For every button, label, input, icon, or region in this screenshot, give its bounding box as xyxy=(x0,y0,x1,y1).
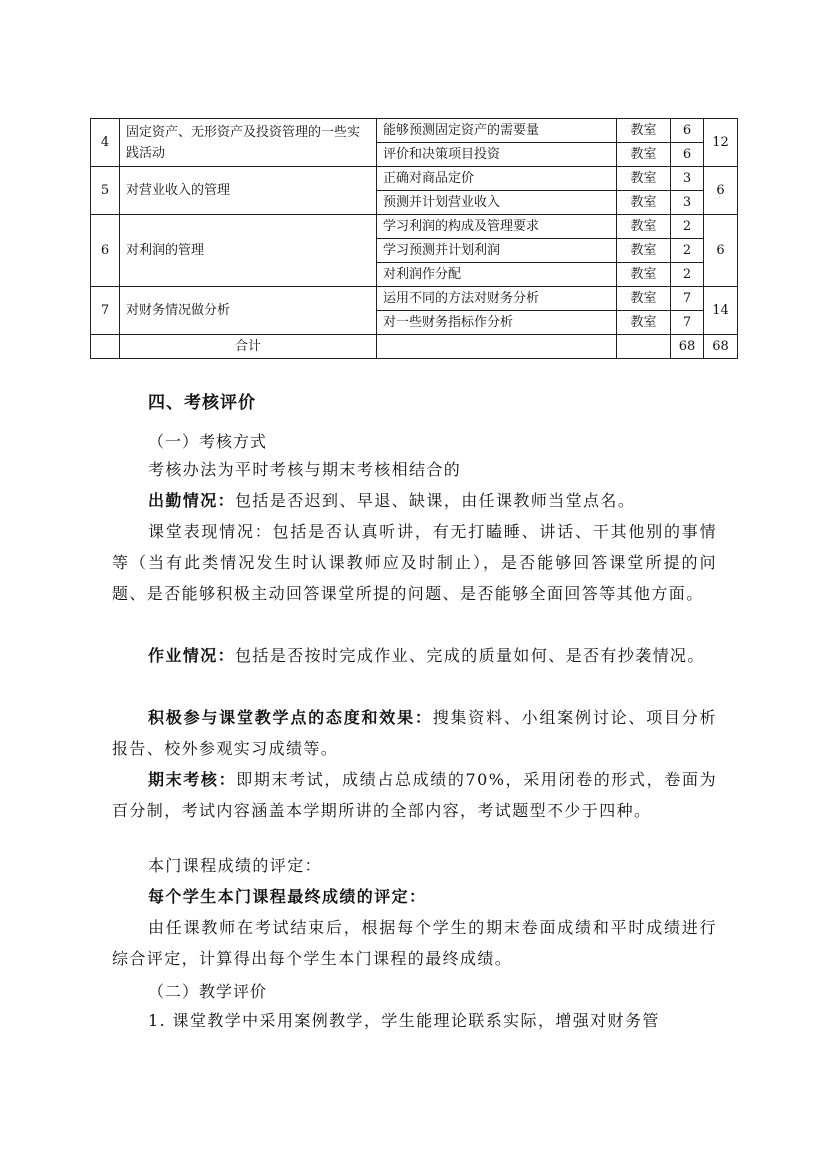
paragraph-homework xyxy=(112,640,717,671)
task-place: 教室 xyxy=(617,119,671,143)
homework-label: 作业情况： xyxy=(148,646,236,665)
table-row xyxy=(91,287,738,311)
course-schedule-table xyxy=(90,118,738,359)
group-total-hours: 6 xyxy=(704,167,738,215)
project-name: 对营业收入的管理 xyxy=(120,167,377,215)
subsection-title-teaching: （二）教学评价 xyxy=(148,982,268,1001)
task-hours: 3 xyxy=(671,191,704,215)
grade-intro-text: 本门课程成绩的评定： xyxy=(148,856,323,875)
task-hours: 6 xyxy=(671,119,704,143)
task-place: 教室 xyxy=(617,215,671,239)
group-total-hours: 12 xyxy=(704,119,738,167)
task-place: 教室 xyxy=(617,263,671,287)
task-content: 学习预测并计划利润 xyxy=(377,239,617,263)
task-hours: 2 xyxy=(671,239,704,263)
task-content: 学习利润的构成及管理要求 xyxy=(377,215,617,239)
sum-label: 合计 xyxy=(120,335,377,359)
task-hours: 2 xyxy=(671,263,704,287)
attendance-text: 包括是否迟到、早退、缺课，由任课教师当堂点名。 xyxy=(235,491,636,510)
task-place: 教室 xyxy=(617,167,671,191)
empty-cell xyxy=(91,335,120,359)
sum-total: 68 xyxy=(704,335,738,359)
table-row xyxy=(91,167,738,191)
task-content: 预测并计划营业收入 xyxy=(377,191,617,215)
task-hours: 2 xyxy=(671,215,704,239)
project-name: 对利润的管理 xyxy=(120,215,377,287)
task-place: 教室 xyxy=(617,239,671,263)
row-number: 4 xyxy=(91,119,120,167)
task-hours: 7 xyxy=(671,311,704,335)
intro-text: 考核办法为平时考核与期末考核相结合的 xyxy=(148,460,462,479)
row-number: 7 xyxy=(91,287,120,335)
task-content: 对一些财务指标作分析 xyxy=(377,311,617,335)
task-hours: 6 xyxy=(671,143,704,167)
paragraph-classroom xyxy=(112,516,717,609)
project-name: 固定资产、无形资产及投资管理的一些实践活动 xyxy=(120,119,377,167)
group-total-hours: 6 xyxy=(704,215,738,287)
subsection-title-assessment: （一）考核方式 xyxy=(148,432,268,451)
task-place: 教室 xyxy=(617,311,671,335)
project-name: 对财务情况做分析 xyxy=(120,287,377,335)
table-row xyxy=(91,119,738,143)
paragraph-grade-intro xyxy=(112,850,717,881)
task-content: 对利润作分配 xyxy=(377,263,617,287)
task-hours: 7 xyxy=(671,287,704,311)
grade-text: 由任课教师在考试结束后，根据每个学生的期末卷面成绩和平时成绩进行综合评定，计算得出每个学生本门课程的最终成绩。 xyxy=(112,918,717,968)
group-total-hours: 14 xyxy=(704,287,738,335)
paragraph-intro xyxy=(112,454,717,485)
task-content: 评价和决策项目投资 xyxy=(377,143,617,167)
task-place: 教室 xyxy=(617,287,671,311)
homework-text: 包括是否按时完成作业、完成的质量如何、是否有抄袭情况。 xyxy=(235,646,705,665)
table-sum-row xyxy=(91,335,738,359)
empty-cell xyxy=(377,335,617,359)
final-label: 期末考核： xyxy=(148,770,237,789)
task-hours: 3 xyxy=(671,167,704,191)
item-1-text: 1. 课堂教学中采用案例教学，学生能理论联系实际，增强对财务管 xyxy=(148,1011,660,1030)
empty-cell xyxy=(617,335,671,359)
section-heading: 四、考核评价 xyxy=(148,393,256,413)
participation-label: 积极参与课堂教学点的态度和效果： xyxy=(148,708,433,727)
participation-text: 搜集资料、小组案例讨论、项目分析报告、校外参观实习成绩等。 xyxy=(112,708,718,758)
paragraph-grade-text xyxy=(112,912,717,974)
task-content: 正确对商品定价 xyxy=(377,167,617,191)
paragraph-item-1 xyxy=(112,1005,717,1036)
final-text: 即期末考试，成绩占总成绩的70%，采用闭卷的形式，卷面为百分制，考试内容涵盖本学期所讲的全部内容，考试题型不少于四种。 xyxy=(112,770,717,820)
table-row xyxy=(91,215,738,239)
task-content: 能够预测固定资产的需要量 xyxy=(377,119,617,143)
task-place: 教室 xyxy=(617,143,671,167)
paragraph-final-exam xyxy=(112,764,717,826)
paragraph-grade-bold xyxy=(112,881,717,912)
task-place: 教室 xyxy=(617,191,671,215)
classroom-text: 课堂表现情况：包括是否认真听讲，有无打瞌睡、讲话、干其他别的事情等（当有此类情况发生时认课教师应及时制止），是否能够回答课堂所提的问题、是否能够积极主动回答课堂所提的问题、是否能够全面回答等其他方面。 xyxy=(112,522,717,603)
row-number: 5 xyxy=(91,167,120,215)
row-number: 6 xyxy=(91,215,120,287)
paragraph-participation xyxy=(112,702,717,764)
grade-bold-text: 每个学生本门课程最终成绩的评定： xyxy=(148,887,427,906)
sum-hours: 68 xyxy=(671,335,704,359)
task-content: 运用不同的方法对财务分析 xyxy=(377,287,617,311)
paragraph-attendance xyxy=(112,485,717,516)
attendance-label: 出勤情况： xyxy=(148,491,236,510)
